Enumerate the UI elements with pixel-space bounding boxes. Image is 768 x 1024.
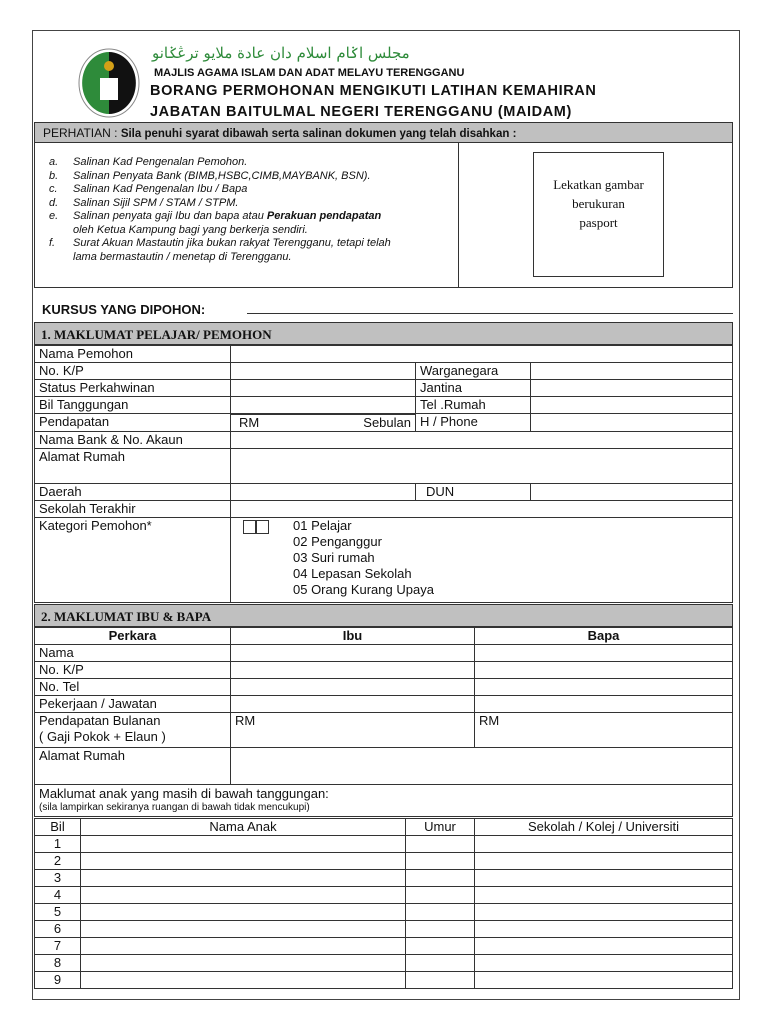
list-item: f. Surat Akuan Mastautin jika bukan rakyat Terengganu, tetapi telah lama bermastautin / menetap di Terengganu. <box>49 237 391 263</box>
table-row: Sekolah Terakhir <box>35 501 733 518</box>
table-row: Status Perkahwinan Jantina <box>35 380 733 397</box>
notice-bar <box>34 122 733 143</box>
kp-field[interactable] <box>231 363 416 380</box>
table-row: Pekerjaan / Jawatan <box>35 696 733 713</box>
table-row: Nama Bank & No. Akaun <box>35 432 733 449</box>
table-row <box>35 921 733 938</box>
sekolah-anak-field[interactable] <box>475 955 733 972</box>
notice-text: Sila penuhi syarat dibawah serta salinan dokumen yang telah disahkan : <box>120 128 517 140</box>
bapa-field[interactable] <box>475 645 733 662</box>
nama-anak-field[interactable] <box>81 870 406 887</box>
table-row <box>35 853 733 870</box>
table-header-row: Perkara Ibu Bapa <box>35 628 733 645</box>
sekolah-anak-field[interactable] <box>475 836 733 853</box>
bil-cell: 7 <box>35 938 81 955</box>
ibu-field[interactable] <box>231 696 475 713</box>
bapa-field[interactable] <box>475 679 733 696</box>
kategori-options: 01 Pelajar 02 Penganggur 03 Suri rumah 04 Lepasan Sekolah 05 Orang Kurang Upaya <box>293 518 434 597</box>
daerah-field[interactable] <box>231 484 416 501</box>
children-title: Maklumat anak yang masih di bawah tanggungan: <box>39 786 329 801</box>
nama-anak-field[interactable] <box>81 972 406 989</box>
bil-cell: 4 <box>35 887 81 904</box>
table-row <box>35 972 733 989</box>
form-title: BORANG PERMOHONAN MENGIKUTI LATIHAN KEMAHIRAN <box>150 83 597 99</box>
children-table <box>34 818 733 989</box>
bapa-field[interactable] <box>475 696 733 713</box>
bil-cell: 6 <box>35 921 81 938</box>
nama-anak-field[interactable] <box>81 921 406 938</box>
bapa-pendapatan-field[interactable]: RM <box>475 713 733 748</box>
children-note: (sila lampirkan sekiranya ruangan di bawah tidak mencukupi) <box>39 802 310 813</box>
nama-anak-field[interactable] <box>81 853 406 870</box>
dun-field[interactable] <box>531 484 733 501</box>
ibu-field[interactable] <box>231 645 475 662</box>
alamat-field[interactable] <box>231 449 733 484</box>
parents-table <box>34 627 733 817</box>
umur-field[interactable] <box>406 904 475 921</box>
kategori-digit-box[interactable] <box>243 520 256 534</box>
umur-field[interactable] <box>406 853 475 870</box>
arabic-title: مجلس اݢام اسلام دان عادة ملايو ترڠݢانو <box>152 44 410 62</box>
table-row: Alamat Rumah <box>35 449 733 484</box>
table-row <box>35 836 733 853</box>
section1-header: 1. MAKLUMAT PELAJAR/ PEMOHON <box>34 322 733 345</box>
requirements-list <box>35 143 459 287</box>
nama-anak-field[interactable] <box>81 938 406 955</box>
table-row <box>35 887 733 904</box>
organization-name: MAJLIS AGAMA ISLAM DAN ADAT MELAYU TERENGGANU <box>154 67 465 79</box>
table-header-row: Bil Nama Anak Umur Sekolah / Kolej / Universiti <box>35 819 733 836</box>
list-item: e. Salinan penyata gaji Ibu dan bapa atau Perakuan pendapatan oleh Ketua Kampung bagi yang berkerja sendiri. <box>49 210 382 236</box>
kursus-input-line[interactable] <box>247 313 733 314</box>
table-row: Daerah DUN <box>35 484 733 501</box>
kursus-label: KURSUS YANG DIPOHON: <box>42 302 206 317</box>
nama-anak-field[interactable] <box>81 887 406 904</box>
status-field[interactable] <box>231 380 416 397</box>
umur-field[interactable] <box>406 870 475 887</box>
table-row <box>35 904 733 921</box>
kategori-digit-box[interactable] <box>256 520 269 534</box>
table-row: Nama <box>35 645 733 662</box>
umur-field[interactable] <box>406 836 475 853</box>
list-item: b. Salinan Penyata Bank (BIMB,HSBC,CIMB,MAYBANK, BSN). <box>49 169 371 182</box>
table-row <box>35 938 733 955</box>
table-row: No. Tel <box>35 679 733 696</box>
bil-field[interactable] <box>231 397 416 414</box>
section2-header: 2. MAKLUMAT IBU & BAPA <box>34 604 733 627</box>
parent-alamat-field[interactable] <box>231 748 733 785</box>
bank-field[interactable] <box>231 432 733 449</box>
nama-anak-field[interactable] <box>81 955 406 972</box>
umur-field[interactable] <box>406 938 475 955</box>
bil-cell: 2 <box>35 853 81 870</box>
notice-label: PERHATIAN : <box>43 126 118 140</box>
nama-anak-field[interactable] <box>81 836 406 853</box>
bapa-field[interactable] <box>475 662 733 679</box>
bil-cell: 9 <box>35 972 81 989</box>
ibu-field[interactable] <box>231 662 475 679</box>
sekolah-anak-field[interactable] <box>475 887 733 904</box>
ibu-pendapatan-field[interactable]: RM <box>231 713 475 748</box>
nama-field[interactable] <box>231 346 733 363</box>
pendapatan-field[interactable]: RM Sebulan <box>231 414 415 431</box>
table-row: Nama Pemohon <box>35 346 733 363</box>
sekolah-anak-field[interactable] <box>475 870 733 887</box>
jantina-field[interactable] <box>531 380 733 397</box>
applicant-table <box>34 345 733 603</box>
hp-field[interactable] <box>531 414 733 432</box>
ibu-field[interactable] <box>231 679 475 696</box>
table-row: No. K/P Warganegara <box>35 363 733 380</box>
table-row <box>35 870 733 887</box>
passport-photo-box: Lekatkan gambar berukuran pasport <box>533 152 664 277</box>
umur-field[interactable] <box>406 955 475 972</box>
list-item: a. Salinan Kad Pengenalan Pemohon. <box>49 156 248 168</box>
sekolah-anak-field[interactable] <box>475 972 733 989</box>
bil-cell: 1 <box>35 836 81 853</box>
umur-field[interactable] <box>406 972 475 989</box>
sekolah-field[interactable] <box>231 501 733 518</box>
umur-field[interactable] <box>406 887 475 904</box>
sekolah-anak-field[interactable] <box>475 921 733 938</box>
table-row: Pendapatan Bulanan ( Gaji Pokok + Elaun ) RM RM <box>35 713 733 748</box>
list-item: d. Salinan Sijil SPM / STAM / STPM. <box>49 196 239 209</box>
nama-anak-field[interactable] <box>81 904 406 921</box>
table-row: No. K/P <box>35 662 733 679</box>
umur-field[interactable] <box>406 921 475 938</box>
table-row: Alamat Rumah <box>35 748 733 785</box>
bil-cell: 3 <box>35 870 81 887</box>
list-item: c. Salinan Kad Pengenalan Ibu / Bapa <box>49 183 248 195</box>
sekolah-anak-field[interactable] <box>475 938 733 955</box>
table-row: Pendapatan RM Sebulan H / Phone <box>35 414 733 432</box>
warganegara-field[interactable] <box>531 363 733 380</box>
department-title: JABATAN BAITULMAL NEGERI TERENGGANU (MAIDAM) <box>150 104 572 120</box>
bil-cell: 5 <box>35 904 81 921</box>
children-caption-row <box>35 785 733 817</box>
sekolah-anak-field[interactable] <box>475 853 733 870</box>
bil-cell: 8 <box>35 955 81 972</box>
table-row: Bil Tanggungan Tel .Rumah <box>35 397 733 414</box>
tel-field[interactable] <box>531 397 733 414</box>
table-row: Kategori Pemohon* 01 Pelajar 02 Penganggur 03 Suri rumah 04 Lepasan Sekolah 05 Orang Kurang Upaya <box>35 518 733 603</box>
table-row <box>35 955 733 972</box>
maidam-logo <box>78 48 140 118</box>
sekolah-anak-field[interactable] <box>475 904 733 921</box>
